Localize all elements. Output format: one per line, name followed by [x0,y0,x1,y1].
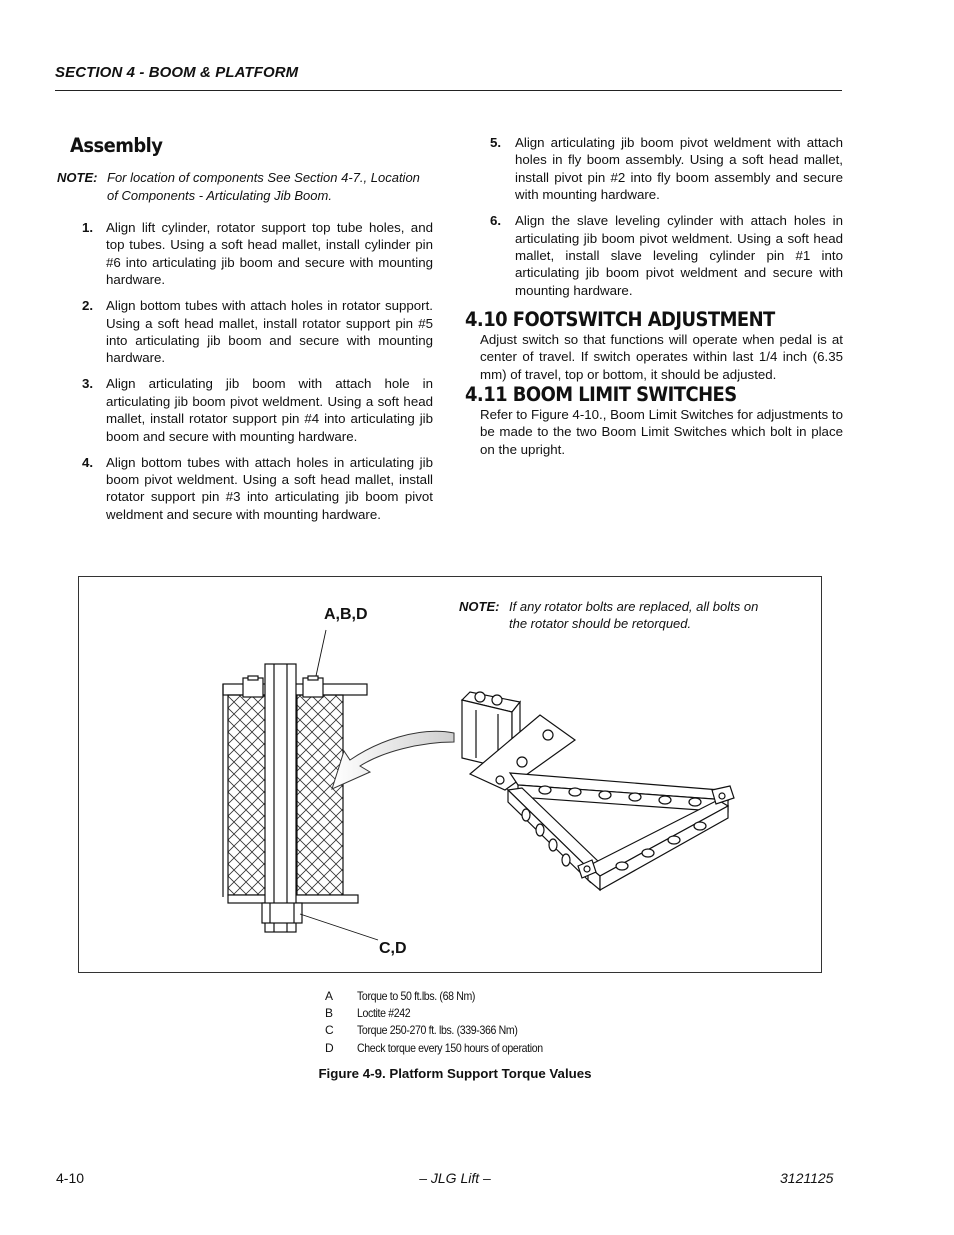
callout-top: A,B,D [324,606,368,623]
step-number: 5. [490,135,502,150]
support-section-drawing [223,630,378,940]
figure-note [459,598,779,632]
step-number: 3. [82,376,94,392]
legend-value: Torque 250-270 ft. lbs. (339-366 Nm) [357,1023,518,1038]
footer-brand: – JLG Lift – [419,1170,491,1186]
step-text: Align articulating jib boom with attach hole in articulating jib boom pivot weldment. Using a soft head mallet, install rotator support pin #4 into articulating jib boom and secure with mounting hardware. [106,376,433,444]
step-number: 1. [82,220,94,235]
step-number: 2. [82,298,94,314]
note-text: For location of components See Section 4-7., Location of Components - Articulating Jib Boom. [107,170,420,203]
legend-key: C [325,1023,334,1038]
figure-legend [325,988,568,1057]
legend-value: Torque to 50 ft.lbs. (68 Nm) [357,989,476,1003]
step-number: 4. [82,454,94,470]
legend-value: Check torque every 150 hours of operation [357,1040,543,1055]
legend-row [325,1005,568,1022]
assembly-heading: Assembly [70,134,163,157]
jib-boom-weldment-drawing [462,692,734,890]
note-text: If any rotator bolts are replaced, all bolts on the rotator should be retorqued. [509,599,759,631]
step-text: Align bottom tubes with attach holes in articulating jib boom pivot weldment. Using a soft head mallet, install rotator support pin #3 into articulating jib boom pivot weldment and secure with mounting hardware. [106,454,433,522]
legend-row [325,988,568,1005]
footswitch-heading: 4.10 FOOTSWITCH ADJUSTMENT [465,307,775,331]
document-number: 3121125 [780,1170,834,1186]
legend-value: Loctite #242 [357,1006,411,1021]
legend-row [325,1040,568,1057]
curved-arrow [332,731,454,789]
limit-switches-heading: 4.11 BOOM LIMIT SWITCHES [465,383,737,407]
note-label: NOTE: [57,170,98,185]
legend-key: B [325,1006,333,1021]
step-text: Align the slave leveling cylinder with attach holes in articulating jib boom pivot weldment. Using a soft head mallet, install slave leveling cylinder pin #1 into articulating jib boom pivot weldment and secure with mounting hardware. [515,213,843,298]
footswitch-text: Adjust switch so that functions will operate when pedal is at center of travel. If switch operates within last 1/4 inch (6.35 mm) of travel, top or bottom, it should be adjusted. [480,331,843,382]
legend-key: A [325,989,333,1003]
step-text: Align lift cylinder, rotator support top tube holes, and top tubes. Using a soft head mallet, install cylinder pin #6 into articulating jib boom and secure with mounting hardware. [106,220,433,288]
step-text: Align articulating jib boom pivot weldment with attach holes in fly boom assembly. Using a soft head mallet, install pivot pin #2 into fly boom assembly and secure with mounting hardware. [515,135,843,203]
legend-row [325,1022,568,1039]
page-number: 4-10 [56,1170,85,1186]
step-text: Align bottom tubes with attach holes in rotator support. Using a soft head mallet, install rotator support pin #5 into articulating jib boom and secure with mounting hardware. [106,298,433,366]
legend-key: D [325,1040,334,1055]
note-label: NOTE: [459,599,500,614]
callout-bottom: C,D [379,940,407,957]
section-title: SECTION 4 - BOOM & PLATFORM [55,64,299,81]
figure-caption: Figure 4-9. Platform Support Torque Values [318,1066,592,1081]
limit-switches-text: Refer to Figure 4-10., Boom Limit Switches for adjustments to be made to the two Boom Limit Switches which bolt in place on the upright. [480,407,843,457]
step-number: 6. [490,213,502,229]
